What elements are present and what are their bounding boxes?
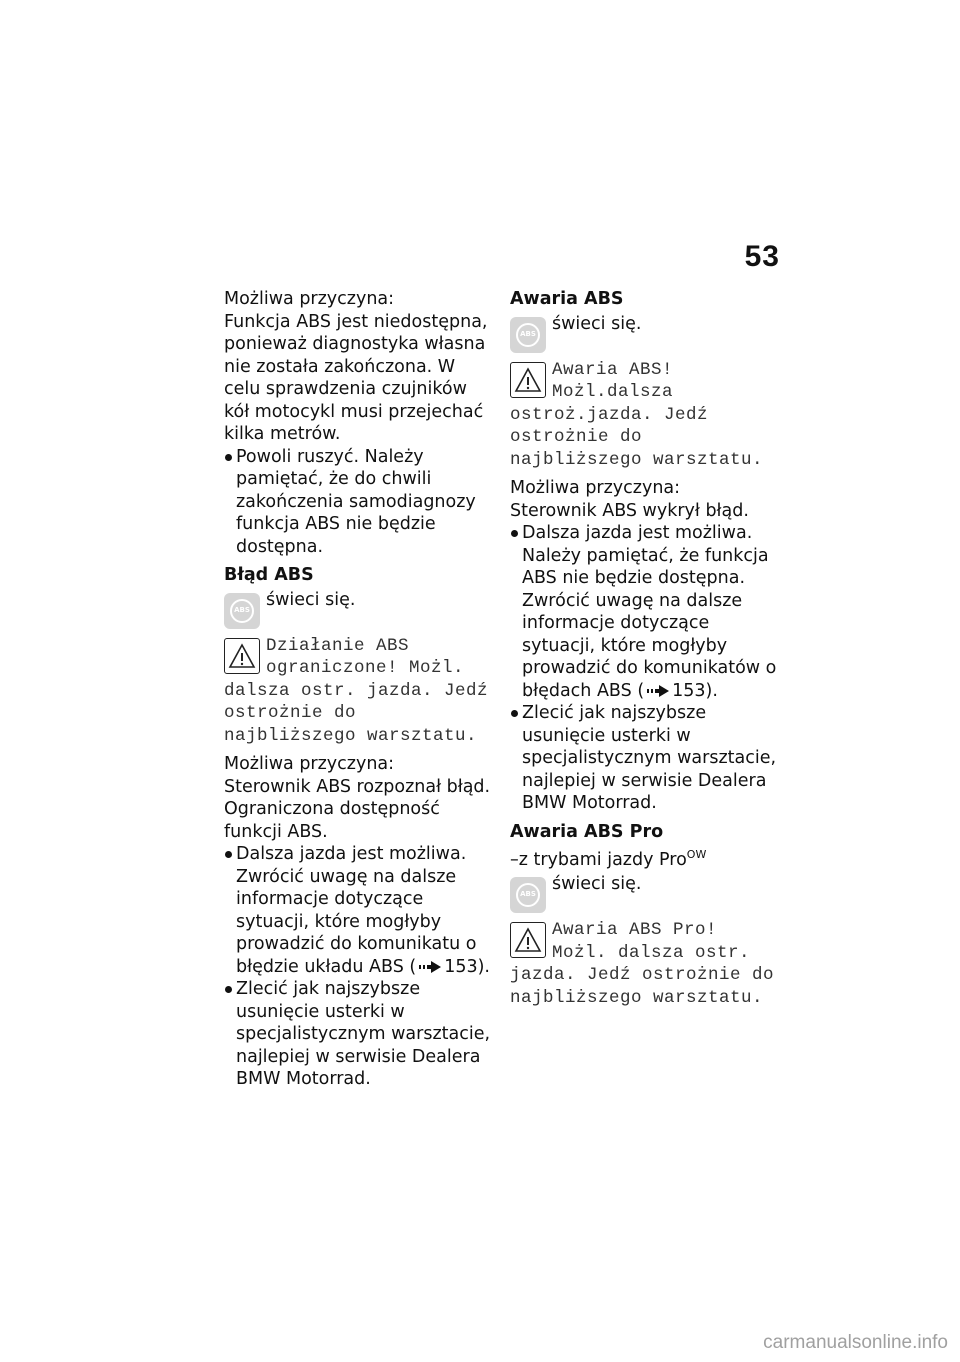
left-column xyxy=(224,288,492,1091)
bullet-list xyxy=(224,446,492,559)
cause-label: Możliwa przyczyna: xyxy=(510,478,681,498)
lamp-status-text: świeci się. xyxy=(552,313,642,334)
abs-warning-lamp-icon: ABS xyxy=(510,877,546,913)
warning-message: Awaria ABS! Możl.dalsza ostroż.jazda. Jedź ostrożnie do najbliższego warsztatu. xyxy=(510,359,764,470)
bullet-item: Powoli ruszyć. Należy pamiętać, że do chwili zakończenia samodiagnozy funkcja ABS nie będzie dostępna. xyxy=(224,446,492,559)
page-reference[interactable]: 153). xyxy=(672,680,718,701)
page-number: 53 xyxy=(744,240,780,273)
warning-message: Działanie ABS ograniczone! Możl. dalsza ostr. jazda. Jedź ostrożnie do najbliższego warsztatu. xyxy=(224,635,489,746)
arrow-reference-icon xyxy=(419,961,441,973)
section-title-abs-error: Błąd ABS xyxy=(224,565,314,585)
bullet-list xyxy=(510,522,780,815)
abs-lamp-row xyxy=(510,313,780,353)
section-subtitle: –z trybami jazdy Pro$^{OW}$ xyxy=(510,848,707,870)
cause-label: Możliwa przyczyna: xyxy=(224,289,395,309)
lamp-status-text: świeci się. xyxy=(266,589,356,610)
warning-triangle-icon xyxy=(510,922,546,958)
warning-triangle-icon xyxy=(224,638,260,674)
abs-lamp-row xyxy=(510,873,780,913)
footer-watermark: carmanualsonline.info xyxy=(763,1332,948,1353)
cause-text: Sterownik ABS rozpoznał błąd. Ograniczona dostępność funkcji ABS. xyxy=(224,776,491,842)
lamp-status-text: świeci się. xyxy=(552,874,642,895)
page-reference[interactable]: 153). xyxy=(444,956,490,977)
option-marker: OW xyxy=(686,848,707,861)
abs-warning-lamp-icon: ABS xyxy=(224,593,260,629)
section-title-abs-pro-failure: Awaria ABS Pro xyxy=(510,821,664,842)
cause-label: Możliwa przyczyna: xyxy=(224,754,395,774)
bullet-item: Dalsza jazda jest możliwa. Należy pamiętać, że funkcja ABS nie będzie dostępna. Zwrócić uwagę na dalsze informacje dotyczące sytuacji, które mogłyby prowadzić do komunikatów o błędach ABS ( 153). xyxy=(510,522,780,702)
bullet-item: Zlecić jak najszybsze usunięcie usterki w specjalistycznym warsztacie, najlepiej w serwisie Dealera BMW Motorrad. xyxy=(510,702,780,815)
cause-text: Sterownik ABS wykrył błąd. xyxy=(510,500,749,521)
section-title-abs-failure: Awaria ABS xyxy=(510,289,624,309)
bullet-list xyxy=(224,843,492,1091)
right-column xyxy=(510,288,780,1015)
arrow-reference-icon xyxy=(647,685,669,697)
cause-text: Funkcja ABS jest niedostępna, ponieważ diagnostyka własna nie została zakończona. W celu sprawdzenia czujników kół motocykl musi przejechać kilka metrów. xyxy=(224,311,488,444)
abs-warning-lamp-icon: ABS xyxy=(510,317,546,353)
bullet-item: Dalsza jazda jest możliwa. Zwrócić uwagę na dalsze informacje dotyczące sytuacji, które mogłyby prowadzić do komunikatu o błędzie układu ABS ( 153). xyxy=(224,843,492,978)
warning-triangle-icon xyxy=(510,362,546,398)
abs-lamp-row xyxy=(224,589,492,629)
warning-message: Awaria ABS Pro! Możl. dalsza ostr. jazda. Jedź ostrożnie do najbliższego warsztatu. xyxy=(510,920,775,1008)
bullet-item: Zlecić jak najszybsze usunięcie usterki w specjalistycznym warsztacie, najlepiej w serwisie Dealera BMW Motorrad. xyxy=(224,978,492,1091)
